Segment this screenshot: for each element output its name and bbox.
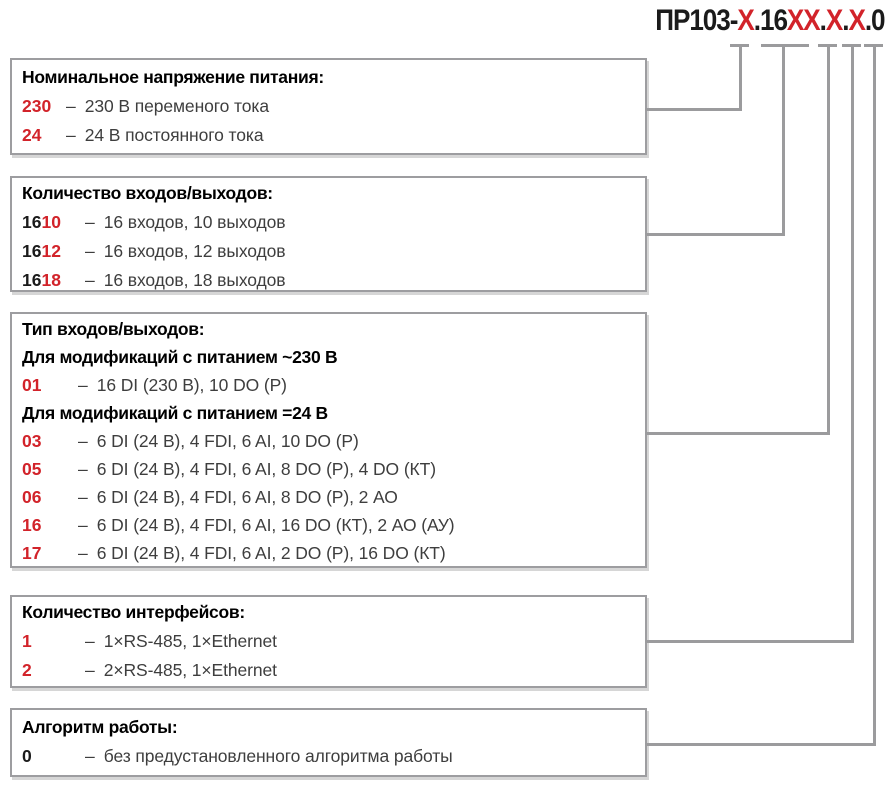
code-value	[22, 371, 78, 399]
code-row	[22, 121, 635, 150]
code-red-part: 24	[22, 125, 42, 145]
model-code-segment: X	[847, 4, 865, 37]
code-value	[22, 539, 78, 567]
code-description: 16 входов, 18 выходов	[103, 270, 286, 290]
code-description: 6 DI (24 В), 4 FDI, 6 AI, 8 DO (Р), 4 DO (КТ)	[96, 459, 436, 479]
dash: –	[78, 375, 88, 395]
code-red-part: 01	[22, 375, 42, 395]
box-header-io-count: Количество входов/выходов:	[22, 183, 273, 203]
connector-io-count-vline	[782, 44, 785, 233]
dash: –	[85, 660, 95, 680]
connector-supply-voltage-vline	[739, 44, 742, 108]
box-supply-voltage	[10, 58, 647, 155]
code-red-part: 2	[22, 660, 32, 680]
connector-io-count-hline	[645, 233, 785, 236]
code-value	[22, 427, 78, 455]
code-description: 16 DI (230 В), 10 DO (Р)	[96, 375, 287, 395]
code-value	[22, 266, 85, 295]
model-code-title	[655, 4, 884, 38]
code-value	[22, 208, 85, 237]
model-code-segment: ПР103-	[654, 4, 737, 37]
model-code-segment: .	[841, 4, 848, 37]
code-row	[22, 266, 635, 295]
code-description: 2×RS-485, 1×Ethernet	[103, 660, 277, 680]
code-red-part: 16	[22, 515, 42, 535]
connector-supply-voltage-hline	[645, 108, 742, 111]
code-red-part: 05	[22, 459, 42, 479]
code-red-part: 17	[22, 543, 42, 563]
code-red-part: 230	[22, 96, 52, 116]
code-row	[22, 627, 635, 656]
connector-interfaces-hline	[645, 640, 854, 643]
box-header-interfaces: Количество интерфейсов:	[22, 602, 245, 622]
code-description: 230 В переменого тока	[84, 96, 269, 116]
connector-interfaces-vline	[851, 44, 854, 640]
code-value	[22, 656, 85, 685]
code-black-part: 0	[22, 746, 32, 766]
model-code-segment: XX	[786, 4, 820, 37]
code-value	[22, 483, 78, 511]
connector-algorithm-vline	[873, 44, 876, 743]
model-code-segment: .0	[864, 4, 884, 37]
code-row	[22, 483, 635, 511]
dash: –	[66, 125, 76, 145]
code-red-part: 10	[41, 212, 61, 232]
connector-io-type-hline	[645, 432, 830, 435]
box-header-io-type: Тип входов/выходов:	[22, 319, 205, 339]
code-value	[22, 627, 85, 656]
connector-algorithm-hline	[645, 743, 876, 746]
code-row	[22, 656, 635, 685]
code-row	[22, 539, 635, 567]
subheader: Для модификаций с питанием ~230 В	[22, 347, 338, 367]
code-value	[22, 92, 66, 121]
code-red-part: 06	[22, 487, 42, 507]
code-black-part: 16	[22, 241, 42, 261]
code-black-part: 16	[22, 212, 42, 232]
code-description: 16 входов, 10 выходов	[103, 212, 286, 232]
code-description: без предустановленного алгоритма работы	[103, 746, 453, 766]
code-description: 1×RS-485, 1×Ethernet	[103, 631, 277, 651]
code-row	[22, 371, 635, 399]
subheader: Для модификаций с питанием =24 В	[22, 403, 328, 423]
dash: –	[85, 631, 95, 651]
code-description: 24 В постоянного тока	[84, 125, 264, 145]
code-row	[22, 511, 635, 539]
dash: –	[85, 270, 95, 290]
connector-io-type-vline	[827, 44, 830, 432]
box-header-supply-voltage: Номинальное напряжение питания:	[22, 67, 324, 87]
code-description: 6 DI (24 В), 4 FDI, 6 AI, 16 DO (КТ), 2 АО (АУ)	[96, 515, 455, 535]
dash: –	[85, 212, 95, 232]
code-red-part: 12	[41, 241, 61, 261]
dash: –	[78, 431, 88, 451]
code-description: 16 входов, 12 выходов	[103, 241, 286, 261]
code-row	[22, 208, 635, 237]
dash: –	[78, 515, 88, 535]
code-red-part: 1	[22, 631, 32, 651]
code-row	[22, 427, 635, 455]
dash: –	[78, 487, 88, 507]
connector-io-count-cap	[761, 44, 809, 47]
code-row	[22, 237, 635, 266]
model-code-segment: X	[825, 4, 842, 37]
model-code-segment: .	[819, 4, 826, 37]
code-row	[22, 455, 635, 483]
code-red-part: 03	[22, 431, 42, 451]
box-io-type	[10, 312, 647, 568]
code-red-part: 18	[41, 270, 61, 290]
dash: –	[85, 746, 95, 766]
box-header-algorithm: Алгоритм работы:	[22, 717, 178, 737]
dash: –	[78, 459, 88, 479]
box-algorithm	[10, 708, 647, 777]
model-code-segment: .16	[753, 4, 787, 37]
code-value	[22, 455, 78, 483]
code-description: 6 DI (24 В), 4 FDI, 6 AI, 10 DO (Р)	[96, 431, 359, 451]
model-code-segment: X	[736, 4, 754, 37]
box-io-count	[10, 176, 647, 292]
dash: –	[85, 241, 95, 261]
code-description: 6 DI (24 В), 4 FDI, 6 AI, 2 DO (Р), 16 DO (КТ)	[96, 543, 446, 563]
code-row	[22, 742, 635, 771]
code-row	[22, 92, 635, 121]
dash: –	[66, 96, 76, 116]
code-value	[22, 237, 85, 266]
code-value	[22, 742, 85, 771]
code-value	[22, 511, 78, 539]
box-interfaces	[10, 595, 647, 688]
code-description: 6 DI (24 В), 4 FDI, 6 AI, 8 DO (Р), 2 АО	[96, 487, 398, 507]
code-value	[22, 121, 66, 150]
dash: –	[78, 543, 88, 563]
code-black-part: 16	[22, 270, 42, 290]
